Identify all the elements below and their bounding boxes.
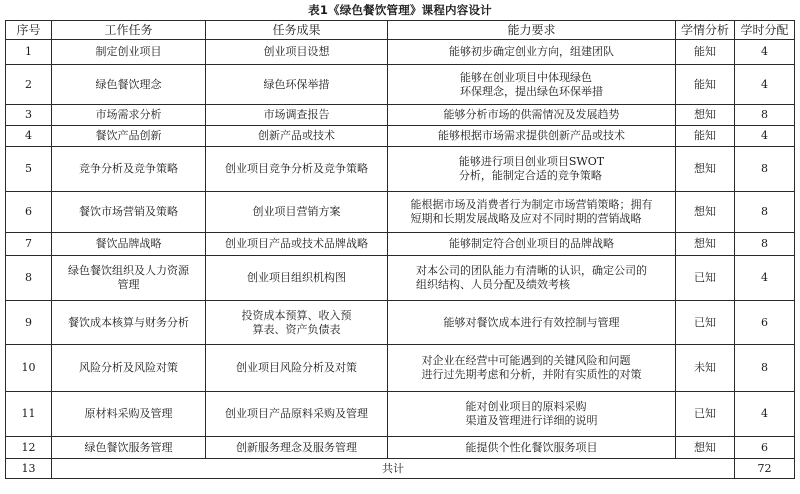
cell-index: 11 (6, 392, 52, 437)
cell-result: 创新服务理念及服务管理 (206, 437, 388, 459)
total-label: 共计 (52, 459, 735, 479)
table-row (6, 40, 795, 65)
table-row (6, 256, 795, 301)
cell-hours: 8 (735, 147, 795, 192)
table-row (6, 105, 795, 126)
cell-analysis: 想知 (676, 233, 735, 256)
header-result: 任务成果 (206, 21, 388, 40)
cell-ability (388, 147, 676, 192)
cell-hours: 8 (735, 345, 795, 392)
cell-ability (388, 256, 676, 301)
table-row (6, 126, 795, 147)
cell-hours: 4 (735, 65, 795, 105)
header-row (6, 21, 795, 40)
cell-ability (388, 301, 676, 345)
cell-ability (388, 40, 676, 65)
ability-text: 对企业在经营中可能遇到的关键风险和问题 进行过先期考虑和分析，并附有实质性的对策 (421, 354, 642, 381)
cell-result: 市场调查报告 (206, 105, 388, 126)
cell-analysis: 能知 (676, 126, 735, 147)
header-task: 工作任务 (52, 21, 206, 40)
cell-index: 2 (6, 65, 52, 105)
cell-result: 绿色环保举措 (206, 65, 388, 105)
cell-task: 绿色餐饮理念 (52, 65, 206, 105)
course-content-table (5, 20, 795, 479)
cell-result: 创业项目营销方案 (206, 192, 388, 233)
cell-hours: 4 (735, 392, 795, 437)
header-index: 序号 (6, 21, 52, 40)
table-row (6, 301, 795, 345)
cell-index: 9 (6, 301, 52, 345)
table-row (6, 233, 795, 256)
cell-ability (388, 437, 676, 459)
ability-text: 能够进行项目创业项目SWOT 分析，能制定合适的竞争策略 (458, 155, 605, 182)
cell-task: 餐饮市场营销及策略 (52, 192, 206, 233)
cell-result: 创新产品或技术 (206, 126, 388, 147)
total-hours: 72 (735, 459, 795, 479)
cell-index: 6 (6, 192, 52, 233)
cell-index: 12 (6, 437, 52, 459)
total-row (6, 459, 795, 479)
cell-ability (388, 126, 676, 147)
cell-hours: 6 (735, 437, 795, 459)
cell-task: 竞争分析及竞争策略 (52, 147, 206, 192)
table-body (6, 40, 795, 479)
cell-analysis: 已知 (676, 301, 735, 345)
table-row (6, 437, 795, 459)
ability-text: 能根据市场及消费者行为制定市场营销策略；拥有 短期和长期发展战略及应对不同时期的营销战略 (410, 198, 653, 225)
ability-text: 能够在创业项目中体现绿色 环保理念，提出绿色环保举措 (460, 70, 603, 98)
cell-task: 绿色餐饮服务管理 (52, 437, 206, 459)
ability-text: 能够分析市场的供需情况及发展趋势 (443, 108, 620, 121)
cell-result: 创业项目设想 (206, 40, 388, 65)
cell-analysis: 想知 (676, 105, 735, 126)
cell-analysis: 已知 (676, 392, 735, 437)
table-row (6, 147, 795, 192)
cell-hours: 8 (735, 192, 795, 233)
cell-task: 餐饮产品创新 (52, 126, 206, 147)
cell-ability (388, 233, 676, 256)
cell-index: 5 (6, 147, 52, 192)
cell-analysis: 想知 (676, 147, 735, 192)
table-caption: 表1《绿色餐饮管理》课程内容设计 (308, 3, 492, 17)
cell-result: 投资成本预算、收入预 算表、资产负债表 (206, 301, 388, 345)
cell-hours: 4 (735, 256, 795, 301)
header-ability: 能力要求 (388, 21, 676, 40)
cell-hours: 8 (735, 105, 795, 126)
table-row (6, 192, 795, 233)
table-row (6, 65, 795, 105)
cell-task: 原材料采购及管理 (52, 392, 206, 437)
cell-result: 创业项目风险分析及对策 (206, 345, 388, 392)
table-row (6, 392, 795, 437)
header-hours: 学时分配 (735, 21, 795, 40)
ability-text: 能提供个性化餐饮服务项目 (465, 440, 598, 454)
cell-ability (388, 105, 676, 126)
cell-task: 风险分析及风险对策 (52, 345, 206, 392)
cell-result: 创业项目组织机构图 (206, 256, 388, 301)
cell-hours: 6 (735, 301, 795, 345)
table-row (6, 345, 795, 392)
ability-text: 能够初步确定创业方向，组建团队 (449, 45, 614, 58)
cell-index: 3 (6, 105, 52, 126)
cell-index: 7 (6, 233, 52, 256)
cell-task: 餐饮品牌战略 (52, 233, 206, 256)
ability-text: 能对创业项目的原料采购 渠道及管理进行详细的说明 (465, 400, 598, 427)
cell-result: 创业项目竞争分析及竞争策略 (206, 147, 388, 192)
total-index: 13 (6, 459, 52, 479)
ability-text: 对本公司的团队能力有清晰的认识，确定公司的 组织结构、人员分配及绩效考核 (416, 264, 647, 291)
cell-analysis: 想知 (676, 192, 735, 233)
header-analysis: 学情分析 (676, 21, 735, 40)
cell-index: 4 (6, 126, 52, 147)
cell-analysis: 想知 (676, 437, 735, 459)
cell-ability (388, 65, 676, 105)
cell-analysis: 能知 (676, 65, 735, 105)
cell-analysis: 未知 (676, 345, 735, 392)
cell-task: 餐饮成本核算与财务分析 (52, 301, 206, 345)
ability-text: 能够根据市场需求提供创新产品或技术 (438, 129, 625, 142)
cell-index: 10 (6, 345, 52, 392)
ability-text: 能够对餐饮成本进行有效控制与管理 (443, 315, 620, 329)
cell-result: 创业项目产品或技术品牌战略 (206, 233, 388, 256)
cell-task: 绿色餐饮组织及人力资源 管理 (52, 256, 206, 301)
cell-hours: 8 (735, 233, 795, 256)
cell-hours: 4 (735, 40, 795, 65)
cell-ability (388, 345, 676, 392)
cell-index: 1 (6, 40, 52, 65)
cell-index: 8 (6, 256, 52, 301)
cell-analysis: 已知 (676, 256, 735, 301)
cell-analysis: 能知 (676, 40, 735, 65)
cell-ability (388, 392, 676, 437)
cell-result: 创业项目产品原料采购及管理 (206, 392, 388, 437)
cell-task: 市场需求分析 (52, 105, 206, 126)
ability-text: 能够制定符合创业项目的品牌战略 (449, 237, 614, 250)
cell-ability (388, 192, 676, 233)
cell-hours: 4 (735, 126, 795, 147)
cell-task: 制定创业项目 (52, 40, 206, 65)
